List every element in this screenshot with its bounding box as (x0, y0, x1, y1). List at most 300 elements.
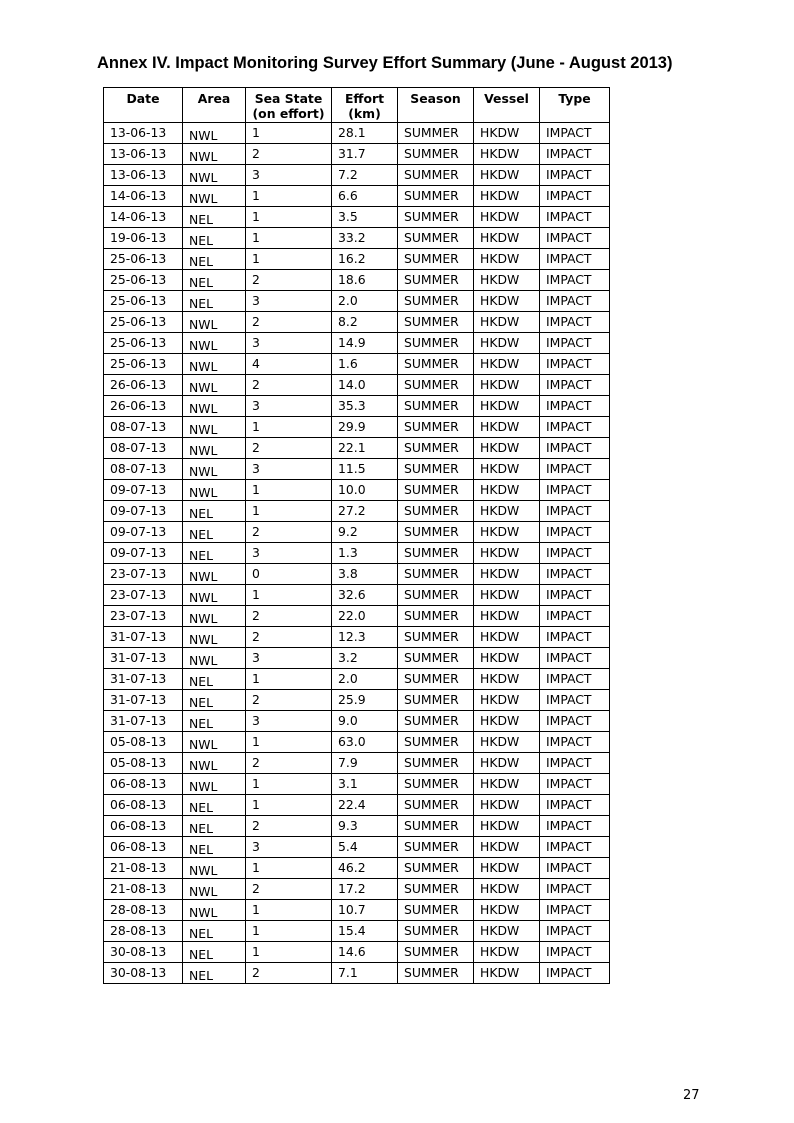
cell-vessel: HKDW (474, 396, 540, 417)
cell-effort: 18.6 (332, 270, 398, 291)
cell-vessel: HKDW (474, 921, 540, 942)
cell-sea-state: 2 (246, 312, 332, 333)
cell-date: 31-07-13 (104, 711, 183, 732)
cell-effort: 35.3 (332, 396, 398, 417)
cell-area: NEL (183, 963, 246, 984)
cell-area: NEL (183, 837, 246, 858)
cell-season: SUMMER (398, 942, 474, 963)
cell-date: 05-08-13 (104, 753, 183, 774)
cell-date: 28-08-13 (104, 900, 183, 921)
cell-vessel: HKDW (474, 690, 540, 711)
cell-date: 21-08-13 (104, 858, 183, 879)
cell-vessel: HKDW (474, 753, 540, 774)
cell-season: SUMMER (398, 921, 474, 942)
cell-season: SUMMER (398, 522, 474, 543)
cell-season: SUMMER (398, 648, 474, 669)
cell-sea-state: 3 (246, 648, 332, 669)
cell-season: SUMMER (398, 564, 474, 585)
cell-sea-state: 1 (246, 249, 332, 270)
cell-area: NWL (183, 417, 246, 438)
cell-area: NWL (183, 732, 246, 753)
cell-effort: 14.6 (332, 942, 398, 963)
cell-effort: 31.7 (332, 144, 398, 165)
cell-sea-state: 2 (246, 879, 332, 900)
cell-area: NEL (183, 816, 246, 837)
cell-effort: 8.2 (332, 312, 398, 333)
table-row (104, 816, 610, 837)
cell-vessel: HKDW (474, 144, 540, 165)
cell-effort: 9.3 (332, 816, 398, 837)
cell-effort: 14.9 (332, 333, 398, 354)
cell-type: IMPACT (540, 858, 610, 879)
cell-sea-state: 1 (246, 921, 332, 942)
cell-area: NWL (183, 480, 246, 501)
cell-season: SUMMER (398, 480, 474, 501)
table-row (104, 795, 610, 816)
cell-area: NWL (183, 585, 246, 606)
cell-type: IMPACT (540, 900, 610, 921)
cell-sea-state: 2 (246, 606, 332, 627)
cell-sea-state: 1 (246, 774, 332, 795)
cell-area: NEL (183, 942, 246, 963)
cell-type: IMPACT (540, 690, 610, 711)
cell-effort: 46.2 (332, 858, 398, 879)
cell-season: SUMMER (398, 732, 474, 753)
cell-vessel: HKDW (474, 900, 540, 921)
cell-season: SUMMER (398, 396, 474, 417)
cell-date: 13-06-13 (104, 165, 183, 186)
cell-vessel: HKDW (474, 165, 540, 186)
cell-area: NWL (183, 753, 246, 774)
cell-area: NWL (183, 354, 246, 375)
cell-season: SUMMER (398, 606, 474, 627)
column-header-effort (332, 88, 398, 123)
cell-date: 30-08-13 (104, 963, 183, 984)
cell-season: SUMMER (398, 375, 474, 396)
cell-season: SUMMER (398, 459, 474, 480)
cell-sea-state: 1 (246, 669, 332, 690)
cell-vessel: HKDW (474, 480, 540, 501)
cell-season: SUMMER (398, 963, 474, 984)
cell-sea-state: 1 (246, 207, 332, 228)
cell-date: 06-08-13 (104, 837, 183, 858)
cell-effort: 63.0 (332, 732, 398, 753)
table-row (104, 900, 610, 921)
cell-season: SUMMER (398, 816, 474, 837)
survey-effort-table (103, 87, 610, 984)
cell-vessel: HKDW (474, 879, 540, 900)
cell-sea-state: 1 (246, 480, 332, 501)
cell-date: 25-06-13 (104, 291, 183, 312)
cell-area: NEL (183, 228, 246, 249)
cell-date: 05-08-13 (104, 732, 183, 753)
cell-area: NEL (183, 795, 246, 816)
cell-season: SUMMER (398, 774, 474, 795)
cell-date: 26-06-13 (104, 396, 183, 417)
column-header-type (540, 88, 610, 123)
table-row (104, 963, 610, 984)
cell-season: SUMMER (398, 501, 474, 522)
cell-effort: 10.7 (332, 900, 398, 921)
column-header-date (104, 88, 183, 123)
cell-vessel: HKDW (474, 732, 540, 753)
cell-effort: 2.0 (332, 291, 398, 312)
cell-sea-state: 1 (246, 417, 332, 438)
cell-season: SUMMER (398, 795, 474, 816)
cell-effort: 1.6 (332, 354, 398, 375)
cell-area: NEL (183, 522, 246, 543)
cell-vessel: HKDW (474, 606, 540, 627)
table-row (104, 354, 610, 375)
cell-sea-state: 1 (246, 501, 332, 522)
cell-date: 19-06-13 (104, 228, 183, 249)
table-row (104, 879, 610, 900)
cell-season: SUMMER (398, 858, 474, 879)
table-row (104, 186, 610, 207)
cell-date: 23-07-13 (104, 606, 183, 627)
cell-type: IMPACT (540, 228, 610, 249)
cell-type: IMPACT (540, 627, 610, 648)
cell-area: NWL (183, 375, 246, 396)
cell-vessel: HKDW (474, 291, 540, 312)
cell-vessel: HKDW (474, 207, 540, 228)
cell-sea-state: 2 (246, 375, 332, 396)
cell-type: IMPACT (540, 501, 610, 522)
cell-date: 06-08-13 (104, 774, 183, 795)
cell-type: IMPACT (540, 291, 610, 312)
cell-area: NEL (183, 501, 246, 522)
table-row (104, 711, 610, 732)
cell-sea-state: 0 (246, 564, 332, 585)
cell-date: 25-06-13 (104, 270, 183, 291)
table-row (104, 942, 610, 963)
cell-date: 31-07-13 (104, 648, 183, 669)
cell-type: IMPACT (540, 438, 610, 459)
cell-sea-state: 3 (246, 711, 332, 732)
table-row (104, 585, 610, 606)
table-row (104, 522, 610, 543)
table-row (104, 606, 610, 627)
cell-effort: 1.3 (332, 543, 398, 564)
cell-type: IMPACT (540, 249, 610, 270)
cell-sea-state: 2 (246, 522, 332, 543)
cell-season: SUMMER (398, 585, 474, 606)
cell-type: IMPACT (540, 375, 610, 396)
cell-date: 23-07-13 (104, 585, 183, 606)
cell-vessel: HKDW (474, 228, 540, 249)
cell-area: NEL (183, 207, 246, 228)
table-row (104, 312, 610, 333)
cell-season: SUMMER (398, 312, 474, 333)
cell-type: IMPACT (540, 837, 610, 858)
cell-vessel: HKDW (474, 795, 540, 816)
cell-type: IMPACT (540, 165, 610, 186)
cell-area: NWL (183, 606, 246, 627)
cell-date: 06-08-13 (104, 795, 183, 816)
table-row (104, 564, 610, 585)
cell-vessel: HKDW (474, 459, 540, 480)
cell-type: IMPACT (540, 270, 610, 291)
table-row (104, 417, 610, 438)
cell-vessel: HKDW (474, 858, 540, 879)
cell-effort: 22.1 (332, 438, 398, 459)
cell-sea-state: 3 (246, 396, 332, 417)
cell-season: SUMMER (398, 711, 474, 732)
cell-season: SUMMER (398, 627, 474, 648)
cell-sea-state: 1 (246, 585, 332, 606)
cell-sea-state: 1 (246, 858, 332, 879)
table-row (104, 270, 610, 291)
table-row (104, 480, 610, 501)
table-row (104, 228, 610, 249)
cell-type: IMPACT (540, 732, 610, 753)
cell-vessel: HKDW (474, 711, 540, 732)
cell-type: IMPACT (540, 585, 610, 606)
cell-vessel: HKDW (474, 312, 540, 333)
cell-type: IMPACT (540, 543, 610, 564)
cell-area: NWL (183, 459, 246, 480)
cell-sea-state: 2 (246, 270, 332, 291)
cell-area: NWL (183, 186, 246, 207)
cell-effort: 11.5 (332, 459, 398, 480)
column-header-label: Season (410, 91, 461, 106)
cell-season: SUMMER (398, 690, 474, 711)
cell-vessel: HKDW (474, 333, 540, 354)
cell-season: SUMMER (398, 669, 474, 690)
cell-sea-state: 1 (246, 186, 332, 207)
column-header-vessel (474, 88, 540, 123)
cell-type: IMPACT (540, 459, 610, 480)
cell-effort: 3.8 (332, 564, 398, 585)
cell-area: NWL (183, 627, 246, 648)
cell-area: NEL (183, 669, 246, 690)
cell-sea-state: 1 (246, 228, 332, 249)
cell-season: SUMMER (398, 753, 474, 774)
cell-effort: 22.4 (332, 795, 398, 816)
page-title: Annex IV. Impact Monitoring Survey Effort Summary (June - August 2013) (97, 54, 673, 72)
cell-vessel: HKDW (474, 522, 540, 543)
cell-vessel: HKDW (474, 438, 540, 459)
table-row (104, 627, 610, 648)
column-header-area (183, 88, 246, 123)
cell-season: SUMMER (398, 144, 474, 165)
cell-date: 14-06-13 (104, 207, 183, 228)
cell-area: NWL (183, 774, 246, 795)
cell-effort: 3.2 (332, 648, 398, 669)
cell-season: SUMMER (398, 228, 474, 249)
column-header-label: Effort (344, 91, 385, 106)
cell-effort: 27.2 (332, 501, 398, 522)
cell-season: SUMMER (398, 837, 474, 858)
table-row (104, 144, 610, 165)
table-row (104, 375, 610, 396)
cell-area: NEL (183, 690, 246, 711)
cell-season: SUMMER (398, 879, 474, 900)
cell-area: NWL (183, 312, 246, 333)
cell-type: IMPACT (540, 522, 610, 543)
cell-sea-state: 2 (246, 438, 332, 459)
column-header-label: Area (197, 91, 231, 106)
cell-vessel: HKDW (474, 942, 540, 963)
cell-type: IMPACT (540, 207, 610, 228)
cell-date: 30-08-13 (104, 942, 183, 963)
cell-sea-state: 3 (246, 291, 332, 312)
cell-date: 23-07-13 (104, 564, 183, 585)
cell-date: 26-06-13 (104, 375, 183, 396)
cell-vessel: HKDW (474, 669, 540, 690)
cell-vessel: HKDW (474, 774, 540, 795)
table-row (104, 669, 610, 690)
cell-sea-state: 2 (246, 753, 332, 774)
cell-type: IMPACT (540, 753, 610, 774)
cell-vessel: HKDW (474, 354, 540, 375)
cell-type: IMPACT (540, 669, 610, 690)
cell-season: SUMMER (398, 270, 474, 291)
table-row (104, 648, 610, 669)
cell-sea-state: 2 (246, 144, 332, 165)
cell-vessel: HKDW (474, 417, 540, 438)
cell-type: IMPACT (540, 186, 610, 207)
cell-effort: 29.9 (332, 417, 398, 438)
cell-area: NWL (183, 900, 246, 921)
cell-area: NWL (183, 858, 246, 879)
cell-type: IMPACT (540, 921, 610, 942)
cell-season: SUMMER (398, 333, 474, 354)
cell-date: 31-07-13 (104, 690, 183, 711)
cell-season: SUMMER (398, 207, 474, 228)
cell-vessel: HKDW (474, 837, 540, 858)
cell-date: 21-08-13 (104, 879, 183, 900)
cell-sea-state: 3 (246, 837, 332, 858)
column-header-label: Date (126, 91, 160, 106)
table-row (104, 543, 610, 564)
cell-type: IMPACT (540, 354, 610, 375)
cell-area: NEL (183, 921, 246, 942)
cell-type: IMPACT (540, 606, 610, 627)
cell-sea-state: 2 (246, 690, 332, 711)
cell-vessel: HKDW (474, 186, 540, 207)
cell-date: 06-08-13 (104, 816, 183, 837)
cell-vessel: HKDW (474, 543, 540, 564)
cell-vessel: HKDW (474, 123, 540, 144)
cell-sea-state: 4 (246, 354, 332, 375)
cell-type: IMPACT (540, 963, 610, 984)
cell-effort: 7.9 (332, 753, 398, 774)
cell-vessel: HKDW (474, 249, 540, 270)
column-header-sublabel: (km) (348, 106, 381, 121)
cell-area: NWL (183, 123, 246, 144)
table-row (104, 396, 610, 417)
cell-date: 13-06-13 (104, 144, 183, 165)
cell-season: SUMMER (398, 123, 474, 144)
cell-date: 25-06-13 (104, 312, 183, 333)
cell-effort: 32.6 (332, 585, 398, 606)
cell-date: 09-07-13 (104, 543, 183, 564)
cell-type: IMPACT (540, 144, 610, 165)
table-header (104, 88, 610, 123)
column-header-season (398, 88, 474, 123)
cell-vessel: HKDW (474, 648, 540, 669)
cell-type: IMPACT (540, 942, 610, 963)
cell-type: IMPACT (540, 312, 610, 333)
cell-season: SUMMER (398, 354, 474, 375)
cell-sea-state: 3 (246, 459, 332, 480)
cell-area: NEL (183, 270, 246, 291)
cell-effort: 2.0 (332, 669, 398, 690)
cell-sea-state: 2 (246, 816, 332, 837)
table-row (104, 333, 610, 354)
cell-date: 08-07-13 (104, 438, 183, 459)
cell-area: NWL (183, 396, 246, 417)
cell-date: 14-06-13 (104, 186, 183, 207)
cell-season: SUMMER (398, 291, 474, 312)
cell-effort: 9.2 (332, 522, 398, 543)
cell-type: IMPACT (540, 648, 610, 669)
cell-area: NWL (183, 144, 246, 165)
table-row (104, 459, 610, 480)
cell-area: NEL (183, 249, 246, 270)
cell-effort: 7.1 (332, 963, 398, 984)
table-body (104, 123, 610, 984)
cell-sea-state: 3 (246, 333, 332, 354)
table-row (104, 438, 610, 459)
cell-sea-state: 3 (246, 543, 332, 564)
cell-sea-state: 1 (246, 795, 332, 816)
cell-area: NWL (183, 333, 246, 354)
cell-sea-state: 2 (246, 627, 332, 648)
table-row (104, 858, 610, 879)
table-row (104, 207, 610, 228)
cell-season: SUMMER (398, 165, 474, 186)
column-header-sublabel: (on effort) (252, 106, 325, 121)
cell-season: SUMMER (398, 417, 474, 438)
cell-effort: 7.2 (332, 165, 398, 186)
table-row (104, 123, 610, 144)
cell-area: NWL (183, 879, 246, 900)
cell-effort: 9.0 (332, 711, 398, 732)
cell-effort: 33.2 (332, 228, 398, 249)
cell-date: 08-07-13 (104, 417, 183, 438)
cell-effort: 16.2 (332, 249, 398, 270)
cell-date: 09-07-13 (104, 501, 183, 522)
cell-sea-state: 1 (246, 732, 332, 753)
cell-type: IMPACT (540, 396, 610, 417)
page-number: 27 (683, 1088, 700, 1103)
cell-date: 28-08-13 (104, 921, 183, 942)
cell-date: 09-07-13 (104, 480, 183, 501)
cell-type: IMPACT (540, 711, 610, 732)
column-header-label: Vessel (484, 91, 529, 106)
cell-sea-state: 1 (246, 900, 332, 921)
cell-type: IMPACT (540, 879, 610, 900)
cell-effort: 3.5 (332, 207, 398, 228)
cell-vessel: HKDW (474, 501, 540, 522)
cell-season: SUMMER (398, 186, 474, 207)
cell-season: SUMMER (398, 249, 474, 270)
table-row (104, 249, 610, 270)
cell-sea-state: 2 (246, 963, 332, 984)
cell-sea-state: 1 (246, 123, 332, 144)
cell-effort: 22.0 (332, 606, 398, 627)
cell-season: SUMMER (398, 543, 474, 564)
cell-area: NWL (183, 564, 246, 585)
table-row (104, 690, 610, 711)
table-row (104, 837, 610, 858)
table-row (104, 753, 610, 774)
cell-effort: 12.3 (332, 627, 398, 648)
cell-type: IMPACT (540, 564, 610, 585)
cell-season: SUMMER (398, 900, 474, 921)
